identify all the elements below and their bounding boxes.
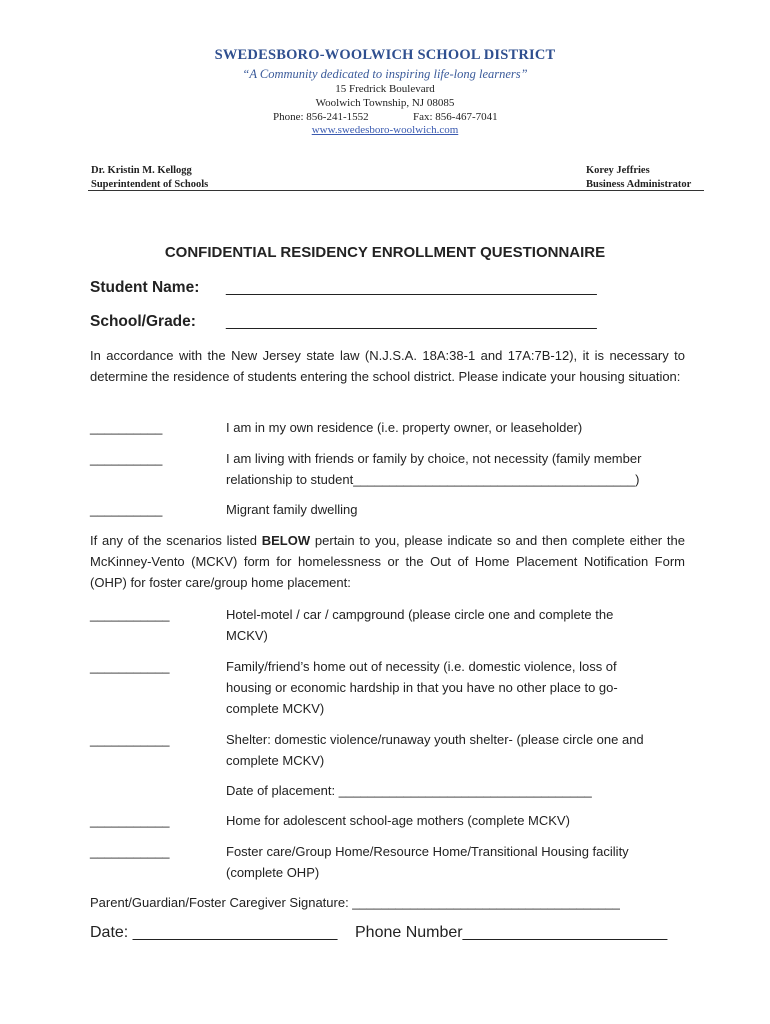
form-title: CONFIDENTIAL RESIDENCY ENROLLMENT QUESTIONNAIRE (164, 244, 606, 261)
scenarios-below-emphasis: BELOW (261, 533, 311, 548)
superintendent-title: Superintendent of Schools (91, 179, 209, 190)
student-name-label: Student Name: (90, 279, 200, 296)
family-necessity-line2: housing or economic hardship in that you have no other place to go- (226, 680, 618, 695)
scenarios-paragraph (90, 530, 685, 593)
business-admin-block (586, 164, 691, 192)
letterhead-divider (88, 190, 704, 191)
adolescent-mothers-option: Home for adolescent school-age mothers (complete MCKV) (226, 813, 570, 828)
phone-number-field[interactable]: Phone Number_______________________ (355, 924, 668, 941)
foster-care-line1: Foster care/Group Home/Resource Home/Transitional Housing facility (226, 844, 629, 859)
living-with-friends-option (226, 448, 686, 490)
district-name: SWEDESBORO-WOOLWICH SCHOOL DISTRICT (214, 47, 556, 63)
hotel-motel-line1: Hotel-motel / car / campground (please circle one and complete the (226, 607, 614, 622)
foster-care-option (226, 841, 686, 883)
district-fax: Fax: 856-467-7041 (413, 111, 498, 123)
hotel-motel-blank[interactable]: ___________ (90, 607, 170, 622)
business-admin-name: Korey Jeffries (586, 165, 650, 176)
foster-care-line2: (complete OHP) (226, 865, 320, 880)
city-address: Woolwich Township, NJ 08085 (315, 97, 455, 109)
shelter-option (226, 729, 686, 771)
family-necessity-blank[interactable]: ___________ (90, 659, 170, 674)
migrant-dwelling-option: Migrant family dwelling (226, 502, 358, 517)
living-with-friends-line2[interactable]: relationship to student_______________________________________) (226, 472, 640, 487)
hotel-motel-option (226, 604, 686, 646)
shelter-line2: complete MCKV) (226, 753, 325, 768)
hotel-motel-line2: MCKV) (226, 628, 268, 643)
intro-paragraph: In accordance with the New Jersey state law (N.J.S.A. 18A:38-1 and 17A:7B-12), it is necessary to determine the residence of students entering the school district. Please indicate your housing situation: (90, 348, 685, 384)
school-grade-label: School/Grade: (90, 313, 196, 330)
own-residence-option: I am in my own residence (i.e. property owner, or leaseholder) (226, 420, 583, 435)
district-phone: Phone: 856-241-1552 (273, 111, 369, 123)
living-with-friends-line1: I am living with friends or family by choice, not necessity (family member (226, 451, 642, 466)
migrant-dwelling-blank[interactable]: __________ (90, 502, 163, 517)
family-necessity-line3: complete MCKV) (226, 701, 325, 716)
scenarios-pre: If any of the scenarios listed (90, 533, 262, 548)
street-address: 15 Fredrick Boulevard (335, 83, 435, 95)
signature-field[interactable]: Parent/Guardian/Foster Caregiver Signature: _____________________________________ (90, 895, 620, 910)
shelter-line1: Shelter: domestic violence/runaway youth shelter- (please circle one and (226, 732, 644, 747)
student-name-field[interactable]: ____________________________________________ (226, 279, 597, 296)
foster-care-blank[interactable]: ___________ (90, 844, 170, 859)
date-of-placement-field[interactable]: Date of placement: ___________________________________ (226, 783, 592, 798)
date-field[interactable]: Date: _______________________ (90, 924, 338, 941)
scenarios-post: pertain to you, please indicate so and then complete either the McKinney-Vento (MCKV) form for homelessness or the Out of Home Placement Notification Form (OHP) for foster care/group home placement: (90, 533, 685, 590)
own-residence-blank[interactable]: __________ (90, 420, 163, 435)
family-necessity-line1: Family/friend’s home out of necessity (i.e. domestic violence, loss of (226, 659, 617, 674)
district-motto: “A Community dedicated to inspiring life-long learners” (242, 67, 528, 81)
living-with-friends-blank[interactable]: __________ (90, 451, 163, 466)
superintendent-name: Dr. Kristin M. Kellogg (91, 165, 192, 176)
shelter-blank[interactable]: ___________ (90, 732, 170, 747)
family-necessity-option (226, 656, 686, 719)
adolescent-mothers-blank[interactable]: ___________ (90, 813, 170, 828)
business-admin-title: Business Administrator (586, 179, 692, 190)
school-grade-field[interactable]: ____________________________________________ (226, 313, 597, 330)
district-website-link[interactable]: www.swedesboro-woolwich.com (311, 124, 459, 136)
superintendent-block (91, 164, 208, 192)
